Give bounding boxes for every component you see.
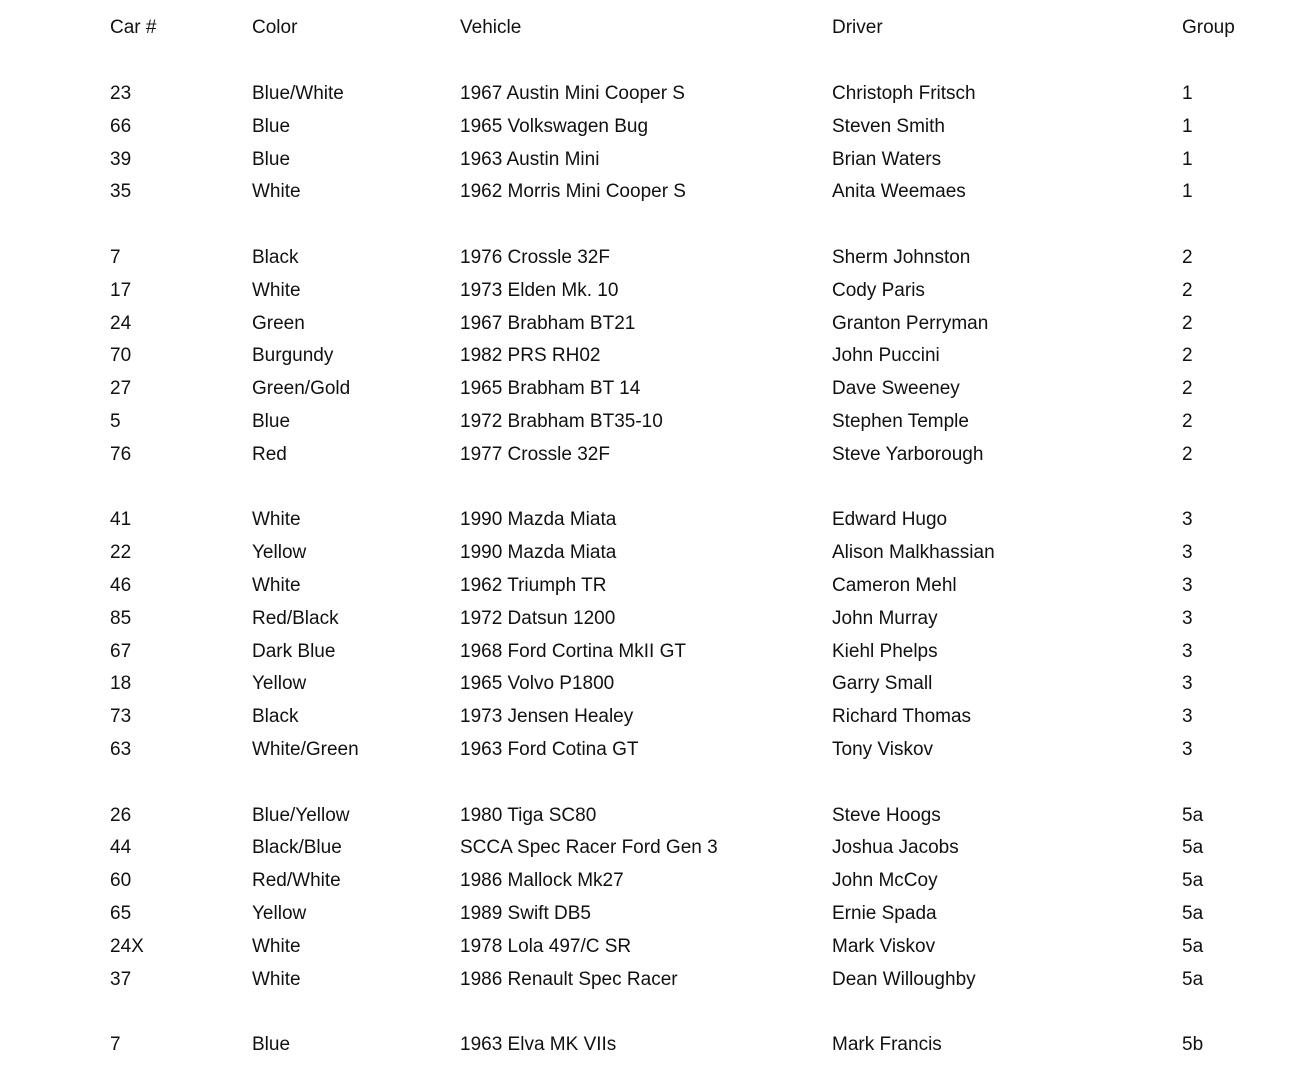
color-cell: White [252, 935, 301, 957]
car-number-cell: 73 [110, 706, 132, 728]
table-row [0, 243, 1308, 273]
color-cell: Blue/Yellow [252, 804, 350, 826]
driver-cell: Steven Smith [832, 115, 945, 137]
car-number-cell: 23 [110, 83, 132, 104]
car-number-cell: 37 [110, 968, 132, 990]
vehicle-cell: 1963 Ford Cotina GT [460, 739, 639, 760]
color-cell: White/Green [252, 739, 359, 760]
group-cell: 5a [1182, 903, 1204, 924]
table-row [0, 866, 1308, 896]
vehicle-cell: 1972 Brabham BT35-10 [460, 411, 663, 432]
vehicle-cell: 1962 Triumph TR [460, 575, 607, 596]
vehicle-cell: 1990 Mazda Miata [460, 509, 617, 531]
group-cell: 3 [1182, 640, 1193, 662]
color-cell: Red [252, 443, 287, 465]
group-cell: 3 [1182, 739, 1193, 760]
color-cell: White [252, 575, 301, 596]
table-row [0, 112, 1308, 142]
group-cell: 1 [1182, 83, 1193, 104]
vehicle-cell: 1965 Volkswagen Bug [460, 115, 649, 137]
car-number-cell: 85 [110, 607, 132, 629]
color-cell: Green/Gold [252, 378, 351, 400]
car-number-cell: 66 [110, 115, 132, 137]
color-cell: White [252, 509, 301, 531]
vehicle-cell: SCCA Spec Racer Ford Gen 3 [460, 837, 718, 859]
color-cell: White [252, 279, 301, 301]
color-cell: Yellow [252, 673, 307, 695]
group-cell: 3 [1182, 542, 1193, 564]
color-cell: Blue [252, 411, 291, 432]
car-number-cell: 24 [110, 312, 132, 334]
vehicle-cell: 1986 Mallock Mk27 [460, 870, 624, 892]
vehicle-cell: 1963 Austin Mini [460, 148, 600, 170]
header-vehicle: Vehicle [460, 17, 522, 38]
table-row [0, 538, 1308, 568]
car-number-cell: 5 [110, 411, 121, 432]
group-cell: 5a [1182, 935, 1204, 957]
driver-cell: Alison Malkhassian [832, 542, 995, 564]
vehicle-cell: 1968 Ford Cortina MkII GT [460, 640, 686, 662]
group-cell: 2 [1182, 443, 1193, 465]
car-number-cell: 70 [110, 345, 132, 367]
vehicle-cell: 1967 Brabham BT21 [460, 312, 636, 334]
car-number-cell: 67 [110, 640, 132, 662]
table-row [0, 604, 1308, 634]
driver-cell: Cody Paris [832, 279, 925, 301]
header-row [0, 13, 1308, 43]
table-row [0, 374, 1308, 404]
driver-cell: Dean Willoughby [832, 968, 976, 990]
table-row [0, 637, 1308, 667]
vehicle-cell: 1973 Jensen Healey [460, 706, 634, 728]
group-cell: 3 [1182, 706, 1193, 728]
driver-cell: Christoph Fritsch [832, 83, 976, 104]
color-cell: Blue [252, 148, 291, 170]
car-number-cell: 76 [110, 443, 132, 465]
table-row [0, 407, 1308, 437]
color-cell: Yellow [252, 903, 307, 924]
group-cell: 1 [1182, 181, 1193, 203]
car-number-cell: 18 [110, 673, 132, 695]
driver-cell: Sherm Johnston [832, 247, 971, 268]
vehicle-cell: 1965 Brabham BT 14 [460, 378, 641, 400]
group-cell: 3 [1182, 673, 1193, 695]
car-number-cell: 35 [110, 181, 132, 203]
car-number-cell: 65 [110, 903, 132, 924]
group-cell: 2 [1182, 411, 1193, 432]
color-cell: Green [252, 312, 305, 334]
car-number-cell: 26 [110, 804, 132, 826]
driver-cell: Steve Yarborough [832, 443, 984, 465]
driver-cell: Stephen Temple [832, 411, 969, 432]
car-number-cell: 44 [110, 837, 132, 859]
table-row [0, 341, 1308, 371]
car-number-cell: 39 [110, 148, 132, 170]
group-cell: 2 [1182, 247, 1193, 268]
group-cell: 1 [1182, 148, 1193, 170]
color-cell: Black/Blue [252, 837, 342, 859]
table-row [0, 276, 1308, 306]
table-row [0, 702, 1308, 732]
driver-cell: Anita Weemaes [832, 181, 966, 203]
table-row [0, 669, 1308, 699]
color-cell: Blue [252, 115, 291, 137]
driver-cell: Kiehl Phelps [832, 640, 938, 662]
vehicle-cell: 1978 Lola 497/C SR [460, 935, 632, 957]
vehicle-cell: 1967 Austin Mini Cooper S [460, 83, 685, 104]
table-row [0, 177, 1308, 207]
header-color: Color [252, 17, 298, 38]
car-number-cell: 63 [110, 739, 132, 760]
table-row [0, 1030, 1308, 1060]
vehicle-cell: 1976 Crossle 32F [460, 247, 610, 268]
color-cell: Blue/White [252, 83, 344, 104]
vehicle-cell: 1973 Elden Mk. 10 [460, 279, 619, 301]
car-number-cell: 27 [110, 378, 132, 400]
vehicle-cell: 1986 Renault Spec Racer [460, 968, 678, 990]
car-number-cell: 46 [110, 575, 132, 596]
table-row [0, 965, 1308, 995]
vehicle-cell: 1963 Elva MK VIIs [460, 1034, 617, 1056]
group-cell: 3 [1182, 509, 1193, 531]
table-row [0, 801, 1308, 831]
table-row [0, 309, 1308, 339]
vehicle-cell: 1990 Mazda Miata [460, 542, 617, 564]
group-cell: 5b [1182, 1034, 1204, 1056]
group-cell: 3 [1182, 575, 1193, 596]
vehicle-cell: 1980 Tiga SC80 [460, 804, 597, 826]
group-cell: 1 [1182, 115, 1193, 137]
table-row [0, 79, 1308, 109]
table-row [0, 145, 1308, 175]
car-number-cell: 24X [110, 935, 144, 957]
driver-cell: Joshua Jacobs [832, 837, 959, 859]
car-number-cell: 7 [110, 247, 121, 268]
group-cell: 2 [1182, 312, 1193, 334]
driver-cell: Garry Small [832, 673, 933, 695]
driver-cell: Steve Hoogs [832, 804, 941, 826]
table-row [0, 735, 1308, 765]
color-cell: Red/White [252, 870, 341, 892]
group-cell: 2 [1182, 378, 1193, 400]
driver-cell: Granton Perryman [832, 312, 989, 334]
driver-cell: John Puccini [832, 345, 940, 367]
vehicle-cell: 1982 PRS RH02 [460, 345, 601, 367]
vehicle-cell: 1972 Datsun 1200 [460, 607, 616, 629]
group-cell: 5a [1182, 870, 1204, 892]
color-cell: White [252, 181, 301, 203]
color-cell: Red/Black [252, 607, 339, 629]
table-row [0, 932, 1308, 962]
driver-cell: Brian Waters [832, 148, 942, 170]
driver-cell: Cameron Mehl [832, 575, 957, 596]
driver-cell: John Murray [832, 607, 938, 629]
color-cell: Yellow [252, 542, 307, 564]
color-cell: Black [252, 706, 299, 728]
color-cell: Dark Blue [252, 640, 336, 662]
table-row [0, 833, 1308, 863]
group-cell: 3 [1182, 607, 1193, 629]
driver-cell: Mark Francis [832, 1034, 942, 1056]
group-cell: 5a [1182, 804, 1204, 826]
color-cell: Black [252, 247, 299, 268]
vehicle-cell: 1989 Swift DB5 [460, 903, 591, 924]
car-number-cell: 41 [110, 509, 132, 531]
vehicle-cell: 1962 Morris Mini Cooper S [460, 181, 686, 203]
driver-cell: Edward Hugo [832, 509, 948, 531]
vehicle-cell: 1977 Crossle 32F [460, 443, 610, 465]
vehicle-cell: 1965 Volvo P1800 [460, 673, 615, 695]
group-cell: 2 [1182, 279, 1193, 301]
header-car-number: Car # [110, 17, 157, 38]
car-number-cell: 60 [110, 870, 132, 892]
car-number-cell: 22 [110, 542, 132, 564]
group-cell: 5a [1182, 968, 1204, 990]
car-number-cell: 7 [110, 1034, 121, 1056]
driver-cell: John McCoy [832, 870, 938, 892]
table-row [0, 571, 1308, 601]
car-number-cell: 17 [110, 279, 132, 301]
table-row [0, 899, 1308, 929]
driver-cell: Dave Sweeney [832, 378, 960, 400]
header-group: Group [1182, 17, 1235, 38]
driver-cell: Ernie Spada [832, 903, 937, 924]
color-cell: Blue [252, 1034, 291, 1056]
driver-cell: Mark Viskov [832, 935, 936, 957]
color-cell: Burgundy [252, 345, 334, 367]
group-cell: 5a [1182, 837, 1204, 859]
driver-cell: Tony Viskov [832, 739, 934, 760]
group-cell: 2 [1182, 345, 1193, 367]
table-row [0, 440, 1308, 470]
driver-cell: Richard Thomas [832, 706, 972, 728]
header-driver: Driver [832, 17, 883, 38]
color-cell: White [252, 968, 301, 990]
table-row [0, 505, 1308, 535]
